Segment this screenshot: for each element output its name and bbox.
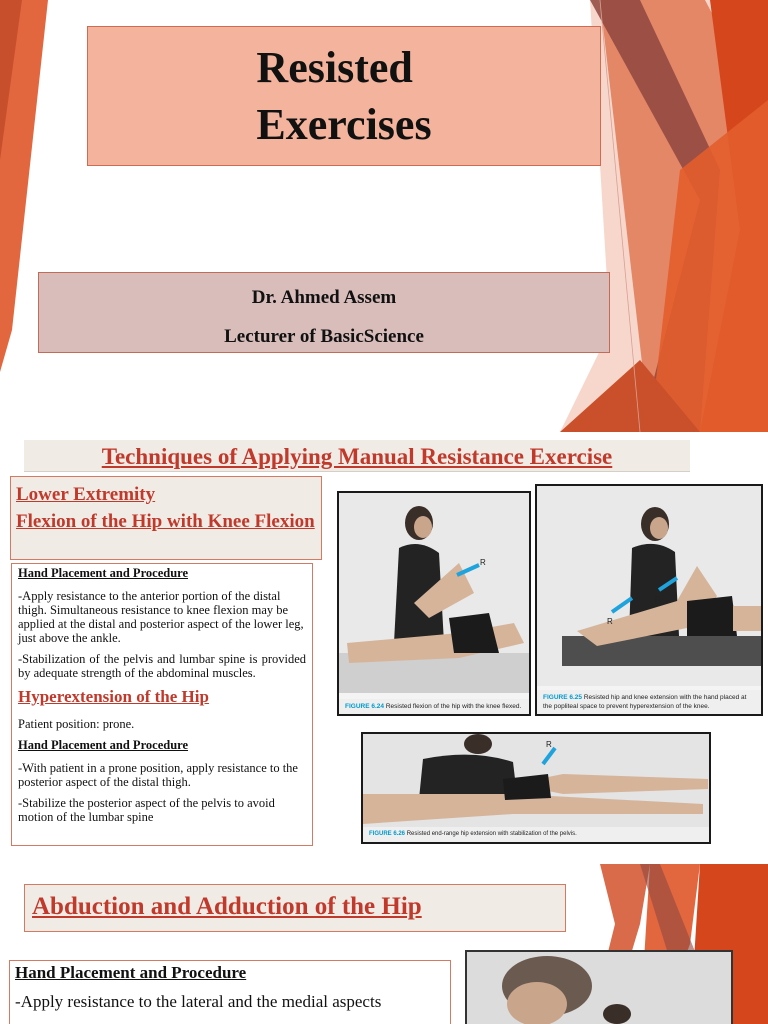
title-box	[87, 26, 601, 166]
arrow-label: R	[655, 595, 661, 604]
figure-label: FIGURE 6.25	[543, 694, 583, 701]
procedure-text	[9, 960, 451, 1024]
exercise-illustration	[537, 486, 761, 686]
exercise-illustration	[339, 493, 529, 693]
figure-text: Resisted end-range hip extension with stabilization of the pelvis.	[406, 831, 577, 837]
figure-caption	[537, 690, 761, 714]
figure-caption	[363, 827, 709, 842]
figure-text: Resisted hip and knee extension with the hand placed at the popliteal space to prevent hyperextension of the knee.	[543, 694, 747, 710]
slide-heading-box	[24, 884, 566, 932]
paragraph: -Stabilization of the pelvis and lumbar spine is provided by adequate strength of the abdominal muscles.	[18, 652, 306, 680]
hand-placement-label: Hand Placement and Procedure	[18, 738, 189, 752]
patient-position: Patient position: prone.	[18, 717, 135, 731]
paragraph: -Apply resistance to the anterior portion of the distal thigh. Simultaneous resistance to knee flexion may be applied at the distal and posterior aspect of the lower leg, just above the ankle.	[18, 589, 304, 645]
author-box	[38, 272, 610, 353]
subheading-line2: Flexion of the Hip with Knee Flexion	[16, 511, 315, 532]
techniques-slide	[0, 432, 768, 864]
figure-photo	[361, 732, 711, 844]
figure-label: FIGURE 6.26	[369, 831, 406, 837]
paragraph: -Apply resistance to the lateral and the medial aspects	[15, 992, 382, 1011]
arrow-label: R	[480, 558, 486, 567]
author-name: Dr. Ahmed Assem	[251, 287, 397, 308]
slide-heading-band	[24, 440, 690, 472]
title-slide	[0, 0, 768, 432]
figure-text: Resisted flexion of the hip with the knee flexed.	[385, 703, 522, 710]
abduction-slide	[0, 864, 768, 1024]
paragraph: -With patient in a prone position, apply resistance to the posterior aspect of the distal thigh.	[18, 761, 298, 789]
exercise-illustration	[467, 952, 731, 1024]
subheading-box	[10, 476, 322, 560]
hand-placement-label: Hand Placement and Procedure	[15, 963, 247, 982]
hand-placement-label: Hand Placement and Procedure	[18, 566, 189, 580]
figure-photo	[337, 491, 531, 716]
hyperextension-heading: Hyperextension of the Hip	[18, 687, 209, 706]
slide-heading: Abduction and Adduction of the Hip	[32, 893, 422, 920]
figure-caption	[339, 699, 529, 714]
paragraph: -Stabilize the posterior aspect of the pelvis to avoid motion of the lumbar spine	[18, 796, 275, 824]
exercise-illustration	[363, 734, 709, 828]
arrow-label: R	[546, 740, 552, 749]
slide-heading: Techniques of Applying Manual Resistance Exercise	[101, 444, 613, 469]
figure-photo	[535, 484, 763, 716]
slide-title: Resisted Exercises	[256, 42, 432, 149]
figure-label: FIGURE 6.24	[345, 703, 385, 710]
arrow-label: R	[607, 617, 613, 626]
subheading-line1: Lower Extremity	[16, 484, 156, 505]
figure-photo	[465, 950, 733, 1024]
procedure-text	[11, 563, 313, 846]
author-role: Lecturer of BasicScience	[224, 326, 424, 347]
